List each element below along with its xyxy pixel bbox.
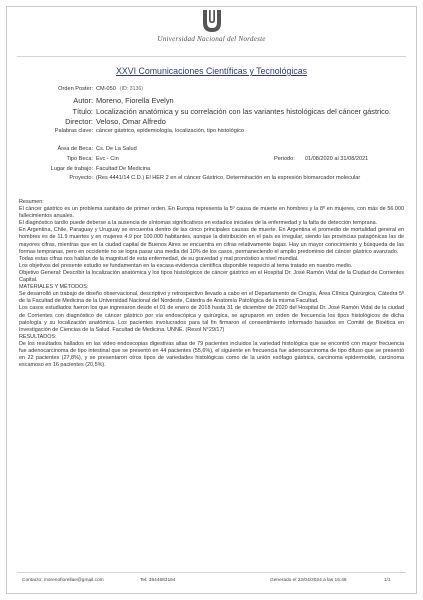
- resumen-heading: Resumen:: [19, 199, 44, 205]
- resumen-paragraph: Los casos estudiados fueron los que ingresaron desde el 01 de enero de 2018 hasta 31 de diciembre de 2020 del Hospital Dr. José Ramón Vidal de la ciudad de Corrientes con diagnóstico de cáncer gástrico por vía endoscópica y quirúrgica, se agruparon en orden de frecuencia los tipos histológicos de dicha patología y su localización anatómica. Los pacientes involucrados para tal fin firmaron el consentimiento informado basados en Comité de Bioética en Investigación de Ciencias de la Salud. Facultad de Medicina. UNNE. (Resol N°29/17): [19, 305, 404, 333]
- footer-divider: [17, 572, 406, 573]
- resumen-paragraph: Objetivo General: Describir la localización anatómica y los tipos histológicos de cáncer gástrico en el Hospital Dr. José Ramón Vidal de la Ciudad de Corrientes Capital.: [19, 269, 404, 284]
- header: [0, 8, 423, 43]
- resumen-paragraph: MATERIALES Y MÉTODOS:: [19, 284, 89, 291]
- resumen-paragraph: En Argentina, Chile, Paraguay y Uruguay se encuentra dentro de las cinco principales causas de muerte. En Argentina el promedio de mortalidad general en hombres es de 11.9 muertes y en mujeres 4.9 por 100.000 habitantes, aunque la distribución en el país es irregular, siendo las provincias patagónicas las de mayores cifras, mientras que en la ciudad capital de Buenos Aires se encuentra en cifras relativamente bajas. Hay un mayor conocimiento y búsqueda de las formas tempranas, pero en occidente no se logra pasar una media del 10% de los casos, permaneciendo el amplio predominio del cáncer gástrico avanzado.: [19, 227, 404, 255]
- resumen-paragraph: El cáncer gástrico es un problema sanitario de primer orden. En Europa representa la 5º causa de muerte en hombres y la 8º en mujeres, con más de 56.000 fallecimientos anuales.: [19, 206, 404, 220]
- footer-page-number: 1/1: [384, 578, 391, 583]
- university-name: Universidad Nacional del Nordeste: [157, 35, 266, 43]
- header-divider: [17, 56, 406, 57]
- footer-contacto: Contacto: morenofiorellae@gmail.com: [22, 578, 104, 583]
- resumen-paragraph: Se desarrolló un trabajo de diseño observacional, descriptivo y retrospectivo llevado a cabo en el Departamento de Cirugía, Área Clínica Quirúrgica, Cátedra 5º de la Facultad de Medicina de la Universidad Nacional del Nordeste, Cátedra de Anatomía Patológica de la misma Facultad.: [19, 291, 404, 305]
- resumen-paragraph: Todas estas cifras nos hablan de la magnitud de esta enfermedad, de su gravedad y mal pronóstico a nivel mundial.: [19, 255, 299, 262]
- university-logo-icon: [200, 8, 224, 34]
- resumen-paragraph: De los resultados hallados en las video endoscopias digestivas altas de 79 pacientes incluidos la variedad histológica que se encontró con mayor frecuencia fue adenocarcinoma de tipo intestinal que se presentó en 44 pacientes (55,6%), el siguiente en frecuencia fue adenocarcinoma de tipo difuso que se presentó en 22 pacientes (27,8%), y se presentaron otros tipos de variedades histológicas como de la unión esófago gástrica, carcinoma epidermoide, carcinoma escamoso en 16 pacientes (20,5%).: [19, 340, 404, 369]
- meta-periodo: Periodo: 01/08/2020 al 31/08/2021: [274, 156, 369, 162]
- resumen-paragraph: RESULTADOS:: [19, 333, 57, 340]
- resumen-paragraph: Los objetivos del presente estudio se fundamentan en la escasa evidencia científica disponible respecto al tema tratado en nuestro medio.: [19, 262, 353, 269]
- footer-generado: Generado el 22/04/2024 a las 15:46: [270, 578, 347, 583]
- resumen-section: [19, 199, 404, 369]
- resumen-paragraph: El diagnóstico tardío puede deberse a la ausencia de síntomas significativos en estadios iniciales de la enfermedad y la falta de detección temprana.: [19, 220, 378, 227]
- footer-telefono: Tel: 3644683164: [140, 578, 176, 583]
- page-title: XXVI Comunicaciones Científicas y Tecnológicas: [115, 66, 308, 76]
